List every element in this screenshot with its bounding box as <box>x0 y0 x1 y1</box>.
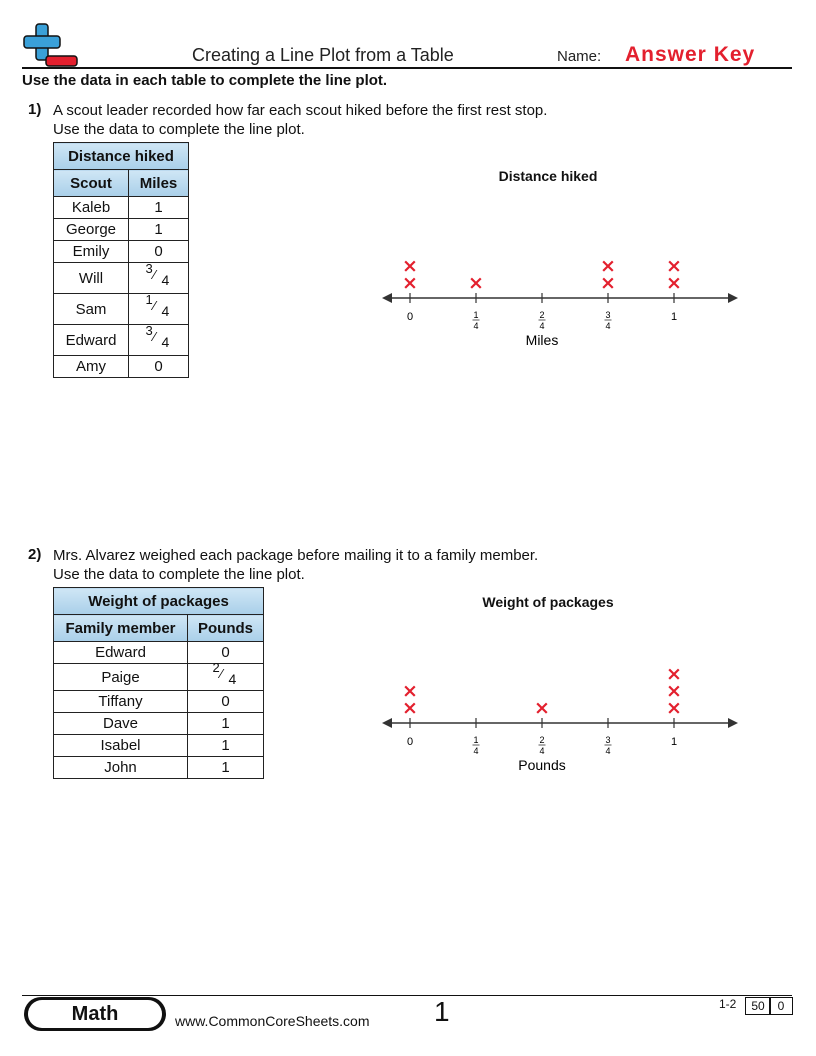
fraction <box>144 323 174 350</box>
arrow-left-icon <box>382 293 392 303</box>
tick-label-denominator: 4 <box>605 321 611 331</box>
header-divider <box>22 67 792 69</box>
problem-1-number: 1) <box>28 101 42 118</box>
value-cell: 1 <box>188 713 264 735</box>
plot-2-title: Weight of packages <box>482 594 614 610</box>
name-cell: Emily <box>54 241 129 263</box>
fraction <box>144 261 174 288</box>
problem-1-line-plot <box>370 245 750 355</box>
fraction-slash: ⁄ <box>153 267 156 282</box>
table-row <box>54 356 189 378</box>
arrow-right-icon <box>728 293 738 303</box>
plot-x-mark: × <box>666 697 682 719</box>
value-cell <box>129 325 189 356</box>
fraction-numerator: 3 <box>145 323 153 338</box>
name-cell: Sam <box>54 294 129 325</box>
table-row <box>54 691 264 713</box>
tick-label-denominator: 4 <box>539 746 545 756</box>
table-title: Weight of packages <box>54 588 264 615</box>
plot-1-title: Distance hiked <box>498 168 598 184</box>
value-cell: 0 <box>188 642 264 664</box>
table-row <box>54 664 264 691</box>
fraction-numerator: 2 <box>212 660 220 675</box>
value-cell <box>129 294 189 325</box>
problem-2-number: 2) <box>28 546 42 563</box>
fraction-denominator: 4 <box>161 303 170 319</box>
table-row <box>54 219 189 241</box>
fraction-slash: ⁄ <box>153 298 156 313</box>
plot-x-mark: × <box>534 697 550 719</box>
fraction <box>211 660 241 687</box>
table-row <box>54 642 264 664</box>
plot-x-mark: × <box>468 272 484 294</box>
score-zero: 0 <box>769 997 793 1015</box>
name-cell: Paige <box>54 664 188 691</box>
plot-x-mark: × <box>600 255 616 277</box>
table-row <box>54 757 264 779</box>
page-number: 1 <box>434 996 450 1027</box>
instructions: Use the data in each table to complete the line plot. <box>22 72 388 89</box>
fraction-denominator: 4 <box>161 334 170 350</box>
fraction-slash: ⁄ <box>220 666 223 681</box>
problem-1-text-line1: A scout leader recorded how far each scout hiked before the first rest stop. <box>53 102 548 119</box>
fraction-numerator: 1 <box>145 292 153 307</box>
tick-label-denominator: 4 <box>539 321 545 331</box>
plus-minus-logo-icon <box>22 22 80 68</box>
tick-label-numerator: 2 <box>539 735 545 745</box>
tick-label: 0 <box>406 736 414 748</box>
fraction-denominator: 4 <box>228 671 237 687</box>
table-title: Distance hiked <box>54 143 189 170</box>
axis-label: Pounds <box>518 757 566 773</box>
fraction <box>144 292 174 319</box>
page-title: Creating a Line Plot from a Table <box>192 45 454 65</box>
fraction-denominator: 4 <box>161 272 170 288</box>
footer-divider <box>22 995 792 996</box>
name-cell: Amy <box>54 356 129 378</box>
plot-x-mark: × <box>402 272 418 294</box>
table-row <box>54 325 189 356</box>
name-cell: Tiffany <box>54 691 188 713</box>
plot-x-mark: × <box>600 272 616 294</box>
name-label: Name: <box>557 48 602 65</box>
name-cell: John <box>54 757 188 779</box>
value-cell: 1 <box>188 757 264 779</box>
value-cell: 0 <box>129 241 189 263</box>
arrow-right-icon <box>728 718 738 728</box>
name-cell: Kaleb <box>54 197 129 219</box>
tick-label-numerator: 1 <box>473 310 479 320</box>
value-cell: 0 <box>129 356 189 378</box>
subject-label: Math <box>28 1000 162 1028</box>
name-cell: Dave <box>54 713 188 735</box>
value-cell: 1 <box>129 219 189 241</box>
arrow-left-icon <box>382 718 392 728</box>
value-cell: 0 <box>188 691 264 713</box>
table-row <box>54 241 189 263</box>
value-cell: 1 <box>129 197 189 219</box>
name-cell: Edward <box>54 642 188 664</box>
name-cell: Edward <box>54 325 129 356</box>
tick-label-denominator: 4 <box>473 321 479 331</box>
plot-x-mark: × <box>666 272 682 294</box>
table-row <box>54 197 189 219</box>
table-row <box>54 294 189 325</box>
tick-label-numerator: 2 <box>539 310 545 320</box>
plot-x-mark: × <box>666 680 682 702</box>
problem-1-table <box>53 142 189 378</box>
column-header-miles: Miles <box>129 170 189 197</box>
problem-2-line-plot <box>370 660 750 780</box>
value-cell <box>129 263 189 294</box>
column-header-family-member: Family member <box>54 615 188 642</box>
table-row <box>54 713 264 735</box>
problem-2-text-line1: Mrs. Alvarez weighed each package before mailing it to a family member. <box>53 547 539 564</box>
tick-label: 0 <box>406 311 414 323</box>
plot-x-mark: × <box>402 680 418 702</box>
name-cell: Isabel <box>54 735 188 757</box>
plot-x-mark: × <box>402 255 418 277</box>
value-cell: 1 <box>188 735 264 757</box>
score-total: 50 <box>745 997 771 1015</box>
tick-label-denominator: 4 <box>473 746 479 756</box>
axis-label: Miles <box>525 332 559 348</box>
fraction-numerator: 3 <box>145 261 153 276</box>
column-header-pounds: Pounds <box>188 615 264 642</box>
column-header-scout: Scout <box>54 170 129 197</box>
problem-2-text-line2: Use the data to complete the line plot. <box>53 566 305 583</box>
tick-label-numerator: 3 <box>605 310 611 320</box>
tick-label: 1 <box>670 736 678 748</box>
website-label: www.CommonCoreSheets.com <box>175 1013 370 1029</box>
name-cell: Will <box>54 263 129 294</box>
value-cell <box>188 660 264 691</box>
name-cell: George <box>54 219 129 241</box>
problem-range: 1-2 <box>719 997 737 1011</box>
fraction-slash: ⁄ <box>153 329 156 344</box>
answer-key-label: Answer Key <box>625 43 756 66</box>
tick-label-denominator: 4 <box>605 746 611 756</box>
plot-x-mark: × <box>666 663 682 685</box>
plot-x-mark: × <box>402 697 418 719</box>
plot-x-mark: × <box>666 255 682 277</box>
problem-1-text-line2: Use the data to complete the line plot. <box>53 121 305 138</box>
problem-2-table <box>53 587 264 779</box>
table-row <box>54 263 189 294</box>
table-row <box>54 735 264 757</box>
tick-label-numerator: 1 <box>473 735 479 745</box>
tick-label: 1 <box>670 311 678 323</box>
tick-label-numerator: 3 <box>605 735 611 745</box>
